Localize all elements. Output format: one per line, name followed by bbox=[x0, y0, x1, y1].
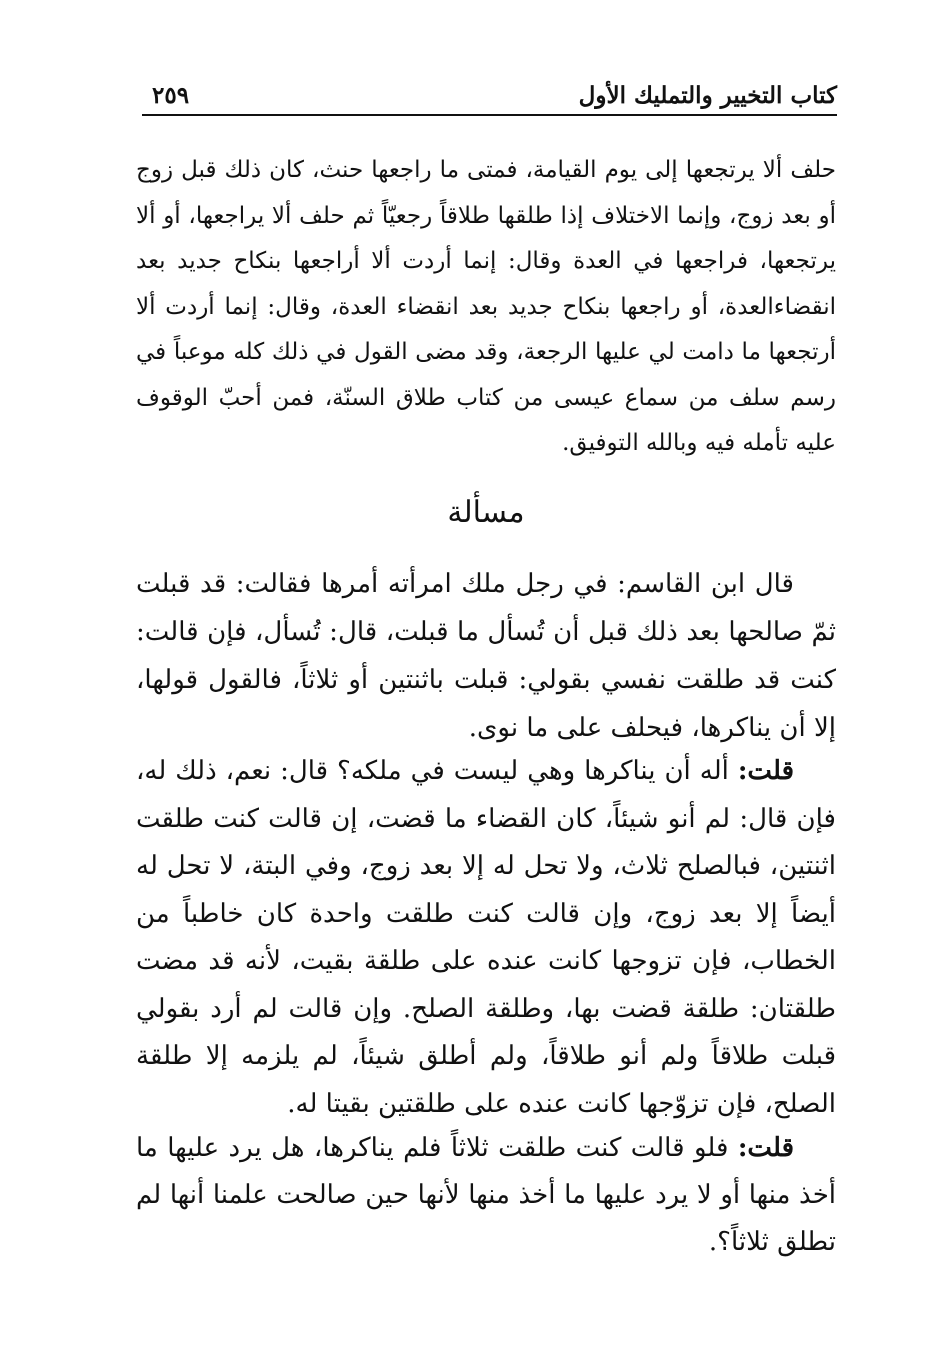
page-number: ٢٥٩ bbox=[152, 82, 190, 109]
running-title: كتاب التخيير والتمليك الأول bbox=[578, 82, 837, 109]
section-heading: مسألة bbox=[447, 495, 525, 530]
paragraph-4-lead: قلت: bbox=[737, 1133, 794, 1163]
running-header bbox=[142, 78, 837, 116]
paragraph-4-text bbox=[136, 1125, 836, 1266]
paragraph-2 bbox=[136, 560, 836, 752]
paragraph-1 bbox=[136, 148, 836, 467]
paragraph-4 bbox=[136, 1125, 836, 1266]
header-rule bbox=[142, 114, 837, 116]
paragraph-3 bbox=[136, 748, 836, 1128]
paragraph-3-body: أله أن يناكرها وهي ليست في ملكه؟ قال: نعم، ذلك له، فإن قال: لم أنو شيئاً، كان القضاء ما قضت، إن قالت كنت طلقت اثنتين، فبالصلح ثلاث، ولا تحل له إلا بعد زوج، وفي البتة، لا تحل له أيضاً إلا بعد زوج، وإن قالت كنت طلقت واحدة كان خاطباً من الخطاب، فإن تزوجها كانت عنده على طلقة بقيت، لأنه قد مضت طلقتان: طلقة قضت بها، وطلقة الصلح. وإن قالت لم أرد بقولي قبلت طلاقاً ولم أنو طلاقاً، ولم أطلق شيئاً، لم يلزمه إلا طلقة الصلح، فإن تزوّجها كانت عنده على طلقتين بقيتا له. bbox=[136, 756, 836, 1119]
paragraph-4-body: فلو قالت كنت طلقت ثلاثاً فلم يناكرها، هل يرد عليها ما أخذ منها أو لا يرد عليها ما أخذ منها لأنها حين صالحت علمنا أنها لم تطلق ثلاثاً؟. bbox=[136, 1133, 836, 1257]
paragraph-1-text: حلف ألا يرتجعها إلى يوم القيامة، فمتى ما راجعها حنث، كان ذلك قبل زوج أو بعد زوج، وإنما الاختلاف إذا طلقها طلاقاً رجعيّاً ثم حلف ألا يراجعها، أو ألا يرتجعها، فراجعها في العدة وقال: إنما أردت ألا أراجعها بنكاح جديد بعد انقضاءالعدة، أو راجعها بنكاح جديد بعد انقضاء العدة، وقال: إنما أردت ألا أرتجعها ما دامت لي عليها الرجعة، وقد مضى القول في ذلك كله موعباً في رسم سلف من سماع عيسى من كتاب طلاق السنّة، فمن أحبّ الوقوف عليه تأمله فيه وبالله التوفيق. bbox=[136, 157, 836, 456]
paragraph-3-lead: قلت: bbox=[737, 756, 794, 786]
paragraph-3-text bbox=[136, 748, 836, 1128]
paragraph-2-text: قال ابن القاسم: في رجل ملك امرأته أمرها فقالت: قد قبلت ثمّ صالحها بعد ذلك قبل أن تُسأل ما قبلت، قال: تُسأل، فإن قالت: كنت قد طلقت نفسي بقولي: قبلت باثنتين أو ثلاثاً، فالقول قولها، إلا أن يناكرها، فيحلف على ما نوى. bbox=[136, 569, 836, 743]
